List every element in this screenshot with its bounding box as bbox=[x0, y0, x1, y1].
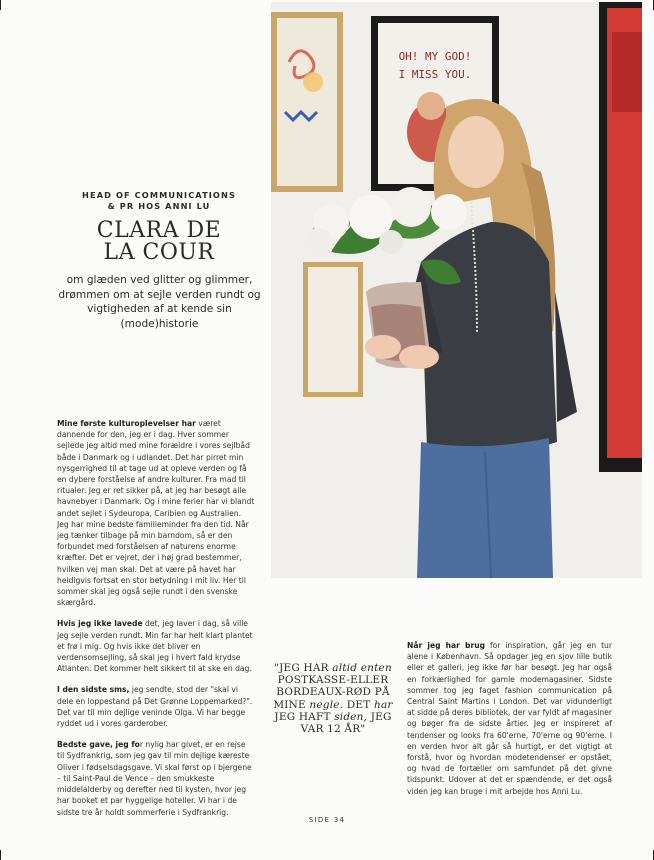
paragraph-lead: Hvis jeg ikke lavede bbox=[57, 619, 143, 629]
role-kicker bbox=[70, 190, 248, 212]
paragraph-text: det, jeg laver i dag, så ville jeg sejle verden rundt. Min far har helt klart plantet et frø i mig. Og hvis ikke det bliver en verdensomsejling, så skal jeg i hvert fald krydse Atlanten. Det kommer helt sikkert til at ske en dag. bbox=[57, 619, 253, 674]
paragraph-lead: Når jeg har brug bbox=[407, 641, 486, 650]
body-column-right bbox=[407, 640, 612, 807]
title-line: CLARA DE bbox=[96, 218, 222, 243]
quote-text: POSTKASSE-ELLER BORDEAUX-RØD PÅ MINE bbox=[273, 674, 390, 711]
quote-emphasis: altid bbox=[332, 662, 358, 674]
quote-emphasis: siden, bbox=[334, 710, 368, 723]
paragraph bbox=[57, 739, 255, 817]
paragraph-lead: I den sidste sms, bbox=[57, 685, 130, 695]
paragraph-lead: Bedste gave, jeg fo bbox=[57, 740, 140, 750]
quote-text: "JEG HAR bbox=[274, 662, 333, 674]
kicker-line: & PR HOS ANNI LU bbox=[107, 201, 211, 211]
quote-text: JEG HAFT bbox=[274, 710, 335, 723]
paragraph-lead: Mine første kulturoplevelser har bbox=[57, 419, 196, 428]
poster-text: I MISS YOU. bbox=[398, 68, 472, 81]
kicker-line: HEAD OF COMMUNICATIONS bbox=[82, 190, 236, 200]
quote-emphasis: negle. bbox=[309, 698, 344, 711]
quote-text: JEG VAR 12 ÅR" bbox=[300, 710, 392, 736]
title-line: LA COUR bbox=[103, 240, 215, 265]
paragraph-text: for inspiration, går jeg en tur alene i København. Så opdager jeg en sjov lille butik eller et galleri, jeg ikke før har besøgt. Jeg har også en forkærlighed for gamle modemagasiner. Sidste sommer tog jeg faget fashion communication på Central Saint Martins i London. Det var vidunderligt at sidde på deres bibliotek, der var fyldt af magasiner og bøger fra de sidste årtier. Jeg er inspireret af tendenser og looks fra 60'erne, 70'erne og 90'erne. I en verden hvor alt går så hurtigt, er det vigtigt at forstå, hvor og hvordan modetendenser er opstået, og hvad de fortæller om samfundet på det givne tidspunkt. Udover at det er spændende, er det også viden jeg kan bruge i mit arbejde hos Anni Lu. bbox=[407, 641, 612, 796]
page-title bbox=[70, 220, 248, 264]
paragraph-text: jeg sendte, stod der "skal vi dele en loppestand på Det Grønne Loppemarked?". Det var til min dejlige veninde Olga. Vi har begge ryddet ud i vores garderober. bbox=[57, 685, 253, 729]
portrait-illustration bbox=[271, 2, 642, 578]
paragraph bbox=[57, 418, 255, 608]
paragraph bbox=[57, 684, 255, 729]
paragraph-text: været dannende for den, jeg er i dag. Hver sommer sejlede jeg altid med mine forældre i vores sejlbåd både i Danmark og i udlandet. Det har pirret min nysgerrighed til at tage ud at opleve verden og få en dybere forståelse af andre kulturer. Fra mad til ritualer. Jeg er ret sikker på, at jeg har besøgt alle havnebyer i Danmark. Og i mine ferier har vi blandt andet sejlet i Sydeuropa, Caribien og Australien. Jeg har mine bedste familieminder fra den tid. Når jeg tænker tilbage på min barndom, så er den forbundet med forståelsen af naturens enorme kræfter. Det er vejret, der i høj grad bestemmer, hvilken vej man skal. Det at være på havet har heldigvis fortsat en stor betydning i mit liv. Her til sommer skal jeg også sejle rundt i den svenske skærgård. bbox=[57, 419, 255, 608]
subtitle: om glæden ved glitter og glimmer, drømmen om at sejle verden rundt og vigtigheden af at kende sin (mode)historie bbox=[58, 274, 261, 330]
page-number: SIDE 34 bbox=[308, 816, 346, 824]
crop-mark bbox=[0, 850, 1, 860]
body-column-left bbox=[57, 418, 255, 828]
portrait-photo bbox=[271, 2, 642, 578]
quote-emphasis: enten bbox=[360, 662, 392, 674]
quote-text: DET bbox=[343, 698, 374, 711]
crop-mark bbox=[0, 0, 1, 10]
quote-emphasis: har bbox=[374, 698, 393, 711]
paragraph bbox=[57, 618, 255, 674]
paragraph-text: r nylig har givet, er en rejse til Sydfrankrig, som jeg gav til min dejlige kæreste Oliver i fødselsdagsgave. Vi skal først op i bjergene – til Saint-Paul de Vence – den smukkeste middelalderby og derefter ned til kysten, hvor jeg har booket et par hyggelige hoteller. Vi har i de sidste tre år holdt sommerferie i Sydfrankrig. bbox=[57, 740, 252, 817]
paragraph bbox=[407, 640, 612, 797]
poster-text: OH! MY GOD! bbox=[398, 50, 472, 63]
pull-quote bbox=[273, 662, 393, 735]
